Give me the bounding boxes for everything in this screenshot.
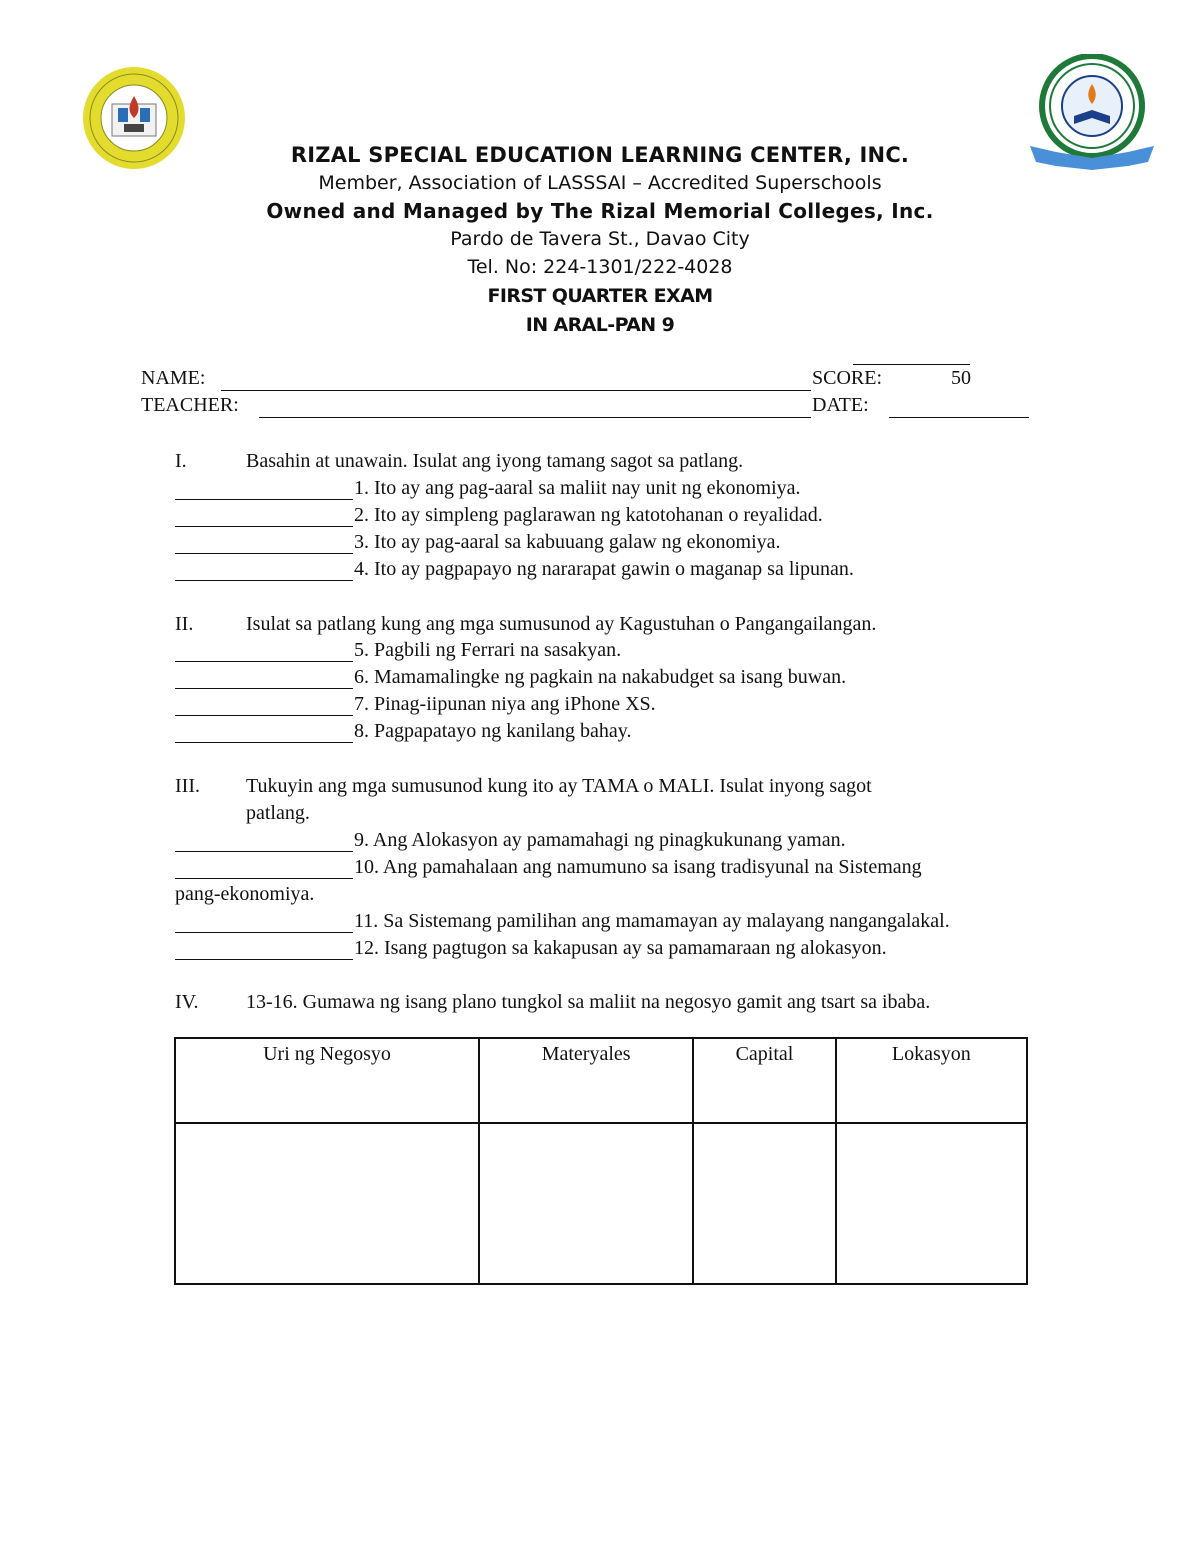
- score-value: 50: [951, 367, 971, 389]
- answer-blank[interactable]: [175, 526, 353, 527]
- question-item: 8. Pagpapatayo ng kanilang bahay.: [354, 720, 632, 742]
- question-item: 1. Ito ay ang pag-aaral sa maliit nay unit ng ekonomiya.: [354, 477, 801, 499]
- teacher-field[interactable]: [259, 417, 811, 418]
- question-item: 6. Mamamalingke ng pagkain na nakabudget sa isang buwan.: [354, 666, 847, 688]
- question-item: 7. Pinag-iipunan niya ang iPhone XS.: [354, 693, 656, 715]
- table-header-row: [175, 1038, 1027, 1123]
- table-header-cell: Uri ng Negosyo: [175, 1038, 479, 1123]
- exam-subject: IN ARAL-PAN 9: [525, 314, 675, 336]
- answer-blank[interactable]: [175, 715, 353, 716]
- table-header-cell: Capital: [693, 1038, 836, 1123]
- question-item: 10. Ang pamahalaan ang namumuno sa isang tradisyunal na Sistemang: [354, 856, 922, 878]
- answer-blank[interactable]: [175, 580, 353, 581]
- section-numeral: III.: [175, 775, 200, 797]
- exam-title: FIRST QUARTER EXAM: [487, 285, 713, 307]
- section-instruction: Basahin at unawain. Isulat ang iyong tamang sagot sa patlang.: [246, 450, 744, 472]
- question-item: 12. Isang pagtugon sa kakapusan ay sa pamamaraan ng alokasyon.: [354, 937, 887, 959]
- question-item: 11. Sa Sistemang pamilihan ang mamamayan ay malayang nangangalakal.: [354, 910, 950, 932]
- question-item-continued: pang-ekonomiya.: [175, 883, 315, 905]
- answer-blank[interactable]: [175, 661, 353, 662]
- answer-cell[interactable]: [836, 1123, 1027, 1284]
- business-plan-table: [174, 1037, 1028, 1285]
- answer-blank[interactable]: [175, 499, 353, 500]
- section-instruction-continued: patlang.: [246, 802, 310, 824]
- answer-cell[interactable]: [693, 1123, 836, 1284]
- answer-cell[interactable]: [479, 1123, 693, 1284]
- name-label: NAME:: [141, 367, 206, 389]
- date-field[interactable]: [889, 417, 1029, 418]
- section-instruction: 13-16. Gumawa ng isang plano tungkol sa maliit na negosyo gamit ang tsart sa ibaba.: [246, 991, 931, 1013]
- score-overline: [853, 364, 970, 365]
- section-numeral: I.: [175, 450, 187, 472]
- section-numeral: II.: [175, 613, 194, 635]
- table-row: [175, 1123, 1027, 1284]
- answer-blank[interactable]: [175, 878, 353, 879]
- address-line: Pardo de Tavera St., Davao City: [450, 228, 750, 250]
- section-instruction: Isulat sa patlang kung ang mga sumusunod ay Kagustuhan o Pangangailangan.: [246, 613, 877, 635]
- answer-blank[interactable]: [175, 851, 353, 852]
- score-label: SCORE:: [812, 367, 883, 389]
- question-item: 4. Ito ay pagpapayo ng nararapat gawin o maganap sa lipunan.: [354, 558, 854, 580]
- answer-blank[interactable]: [175, 742, 353, 743]
- answer-blank[interactable]: [175, 932, 353, 933]
- table-header-cell: Lokasyon: [836, 1038, 1027, 1123]
- question-item: 5. Pagbili ng Ferrari na sasakyan.: [354, 639, 622, 661]
- telephone-line: Tel. No: 224-1301/222-4028: [467, 256, 733, 278]
- question-item: 2. Ito ay simpleng paglarawan ng katotohanan o reyalidad.: [354, 504, 823, 526]
- membership-line: Member, Association of LASSSAI – Accredited Superschools: [318, 172, 882, 194]
- table-header-cell: Materyales: [479, 1038, 693, 1123]
- answer-blank[interactable]: [175, 959, 353, 960]
- school-name: RIZAL SPECIAL EDUCATION LEARNING CENTER, INC.: [290, 143, 910, 167]
- question-item: 9. Ang Alokasyon ay pamamahagi ng pinagkukunang yaman.: [354, 829, 846, 851]
- date-label: DATE:: [812, 394, 869, 416]
- question-item: 3. Ito ay pag-aaral sa kabuuang galaw ng ekonomiya.: [354, 531, 781, 553]
- answer-cell[interactable]: [175, 1123, 479, 1284]
- name-field[interactable]: [221, 390, 811, 391]
- section-instruction: Tukuyin ang mga sumusunod kung ito ay TAMA o MALI. Isulat inyong sagot: [246, 775, 872, 797]
- answer-blank[interactable]: [175, 553, 353, 554]
- answer-blank[interactable]: [175, 688, 353, 689]
- teacher-label: TEACHER:: [141, 394, 239, 416]
- ownership-line: Owned and Managed by The Rizal Memorial Colleges, Inc.: [266, 199, 934, 223]
- section-numeral: IV.: [175, 991, 199, 1013]
